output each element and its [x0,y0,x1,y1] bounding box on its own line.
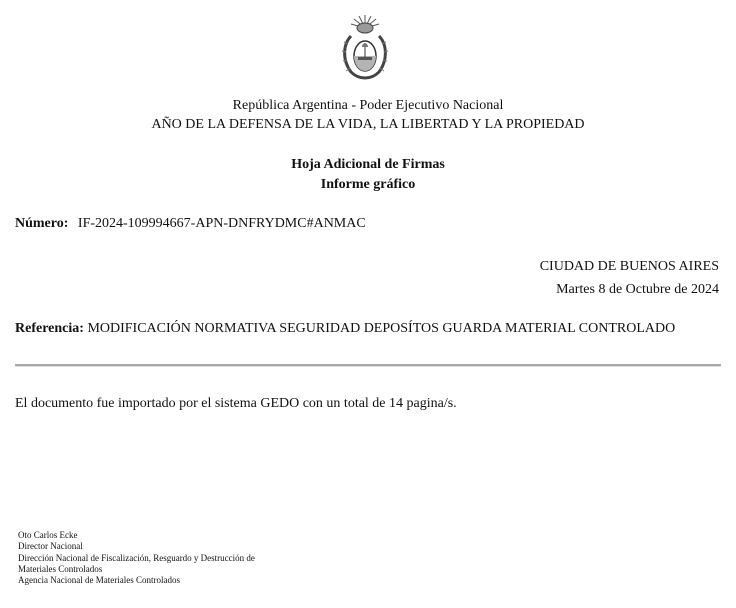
document-number [15,216,366,232]
year-motto: AÑO DE LA DEFENSA DE LA VIDA, LA LIBERTAD Y LA PROPIEDAD [151,117,585,132]
signer-department-line1: Dirección Nacional de Fiscalización, Resguardo y Destrucción de [18,552,255,563]
document-city: CIUDAD DE BUENOS AIRES [539,259,719,274]
signature-block [18,530,318,586]
signer-department-line2: Materiales Controlados [18,563,103,574]
document-title: Hoja Adicional de Firmas [291,157,445,172]
reference-label: Referencia: [15,321,84,336]
document-subtitle: Informe gráfico [320,177,416,192]
document-number-label: Número: [15,216,69,231]
document-date: Martes 8 de Octubre de 2024 [556,282,719,297]
signer-agency: Agencia Nacional de Materiales Controlados [18,575,180,586]
document-reference [15,319,715,339]
document-body-text: El documento fue importado por el sistema GEDO con un total de 14 pagina/s. [15,396,457,411]
document-number-value: IF-2024-109994667-APN-DNFRYDMC#ANMAC [77,216,366,231]
divider [15,364,721,367]
reference-value: MODIFICACIÓN NORMATIVA SEGURIDAD DEPOSÍTOS GUARDA MATERIAL CONTROLADO [87,321,676,336]
signer-name: Oto Carlos Ecke [18,530,78,540]
government-line: República Argentina - Poder Ejecutivo Nacional [232,98,504,113]
argentina-coat-of-arms-icon [339,14,391,82]
signer-position: Director Nacional [18,541,83,552]
